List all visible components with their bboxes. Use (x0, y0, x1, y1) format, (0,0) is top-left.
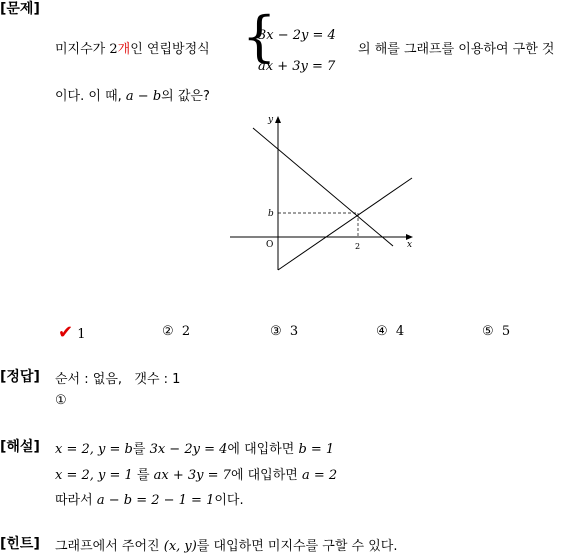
answer-count: 갯수 : 1 (134, 372, 181, 387)
hint-pair: (x, y) (163, 539, 197, 554)
choice-1-value: 1 (77, 327, 86, 342)
answer-order: 순서 : 없음, (55, 372, 123, 387)
solution-1-eq: 3x − 2y = 4 (149, 442, 228, 457)
checkmark-icon: ✔ (58, 322, 74, 343)
problem-red-word: 개 (117, 42, 131, 57)
choice-5[interactable] (482, 324, 510, 339)
solution-line-3 (55, 489, 244, 508)
problem-text-1c: 의 해를 그래프를 이용하여 구한 것 (358, 42, 555, 57)
hint-text (55, 535, 397, 554)
graph (225, 110, 420, 280)
problem-text-2a: 이다. 이 때, (55, 89, 122, 104)
answer-mark: ① (55, 393, 67, 408)
choice-3[interactable] (270, 324, 298, 339)
solution-3-text2: 이다. (214, 493, 244, 508)
answer-info (55, 368, 180, 387)
problem-tag: [문제] (0, 1, 40, 17)
choice-5-mark: ⑤ (482, 324, 494, 339)
problem-text-1 (55, 38, 210, 57)
equation-2: ax + 3y = 7 (258, 59, 336, 74)
solution-tag: [해설] (0, 439, 40, 455)
solution-2-eq: ax + 3y = 7 (153, 468, 231, 483)
solution-3-math: a − b = 2 − 1 = 1 (96, 493, 215, 508)
problem-text-1a: 미지수가 (55, 42, 106, 57)
solution-3-text: 따라서 (55, 493, 93, 508)
problem-count: 2 (109, 42, 118, 57)
choice-2[interactable] (162, 324, 190, 339)
choice-3-value: 3 (289, 324, 299, 339)
line-ax-3y (253, 128, 393, 246)
choice-4[interactable] (376, 324, 404, 339)
choice-3-mark: ③ (270, 324, 282, 339)
solution-1-text2: 에 대입하면 (227, 442, 295, 457)
solution-2-text: 를 (136, 468, 150, 483)
choice-4-value: 4 (395, 324, 405, 339)
choice-4-mark: ④ (376, 324, 388, 339)
two-label: 2 (355, 242, 361, 251)
solution-1-math: x = 2, y = b (55, 442, 133, 457)
solution-2-math: x = 2, y = 1 (55, 468, 133, 483)
solution-line-2 (55, 464, 337, 483)
problem-text-2b: 의 값은? (161, 89, 210, 104)
problem-expr: a − b (125, 89, 162, 104)
problem-text-2 (55, 85, 210, 104)
origin-label: O (266, 240, 274, 250)
solution-1-text: 를 (132, 442, 146, 457)
line-3x-2y (278, 178, 412, 270)
equation-1: 3x − 2y = 4 (258, 28, 336, 43)
system-brace: { (242, 5, 277, 68)
x-axis-label: x (407, 240, 413, 250)
y-axis-label: y (268, 115, 274, 125)
choice-5-value: 5 (501, 324, 511, 339)
hint-tag: [힌트] (0, 536, 40, 552)
hint-text-b: 를 대입하면 미지수를 구할 수 있다. (196, 539, 398, 554)
solution-line-1 (55, 438, 334, 457)
solution-2-res: a = 2 (302, 468, 338, 483)
answer-tag: [정답] (0, 369, 40, 385)
choice-1[interactable] (58, 322, 86, 343)
b-label: b (268, 209, 274, 219)
solution-1-res: b = 1 (298, 442, 335, 457)
choice-2-mark: ② (162, 324, 174, 339)
choice-2-value: 2 (181, 324, 191, 339)
solution-2-text2: 에 대입하면 (230, 468, 298, 483)
y-axis-arrow (275, 116, 281, 123)
problem-text-1b: 인 연립방정식 (130, 42, 210, 57)
hint-text-a: 그래프에서 주어진 (55, 539, 160, 554)
